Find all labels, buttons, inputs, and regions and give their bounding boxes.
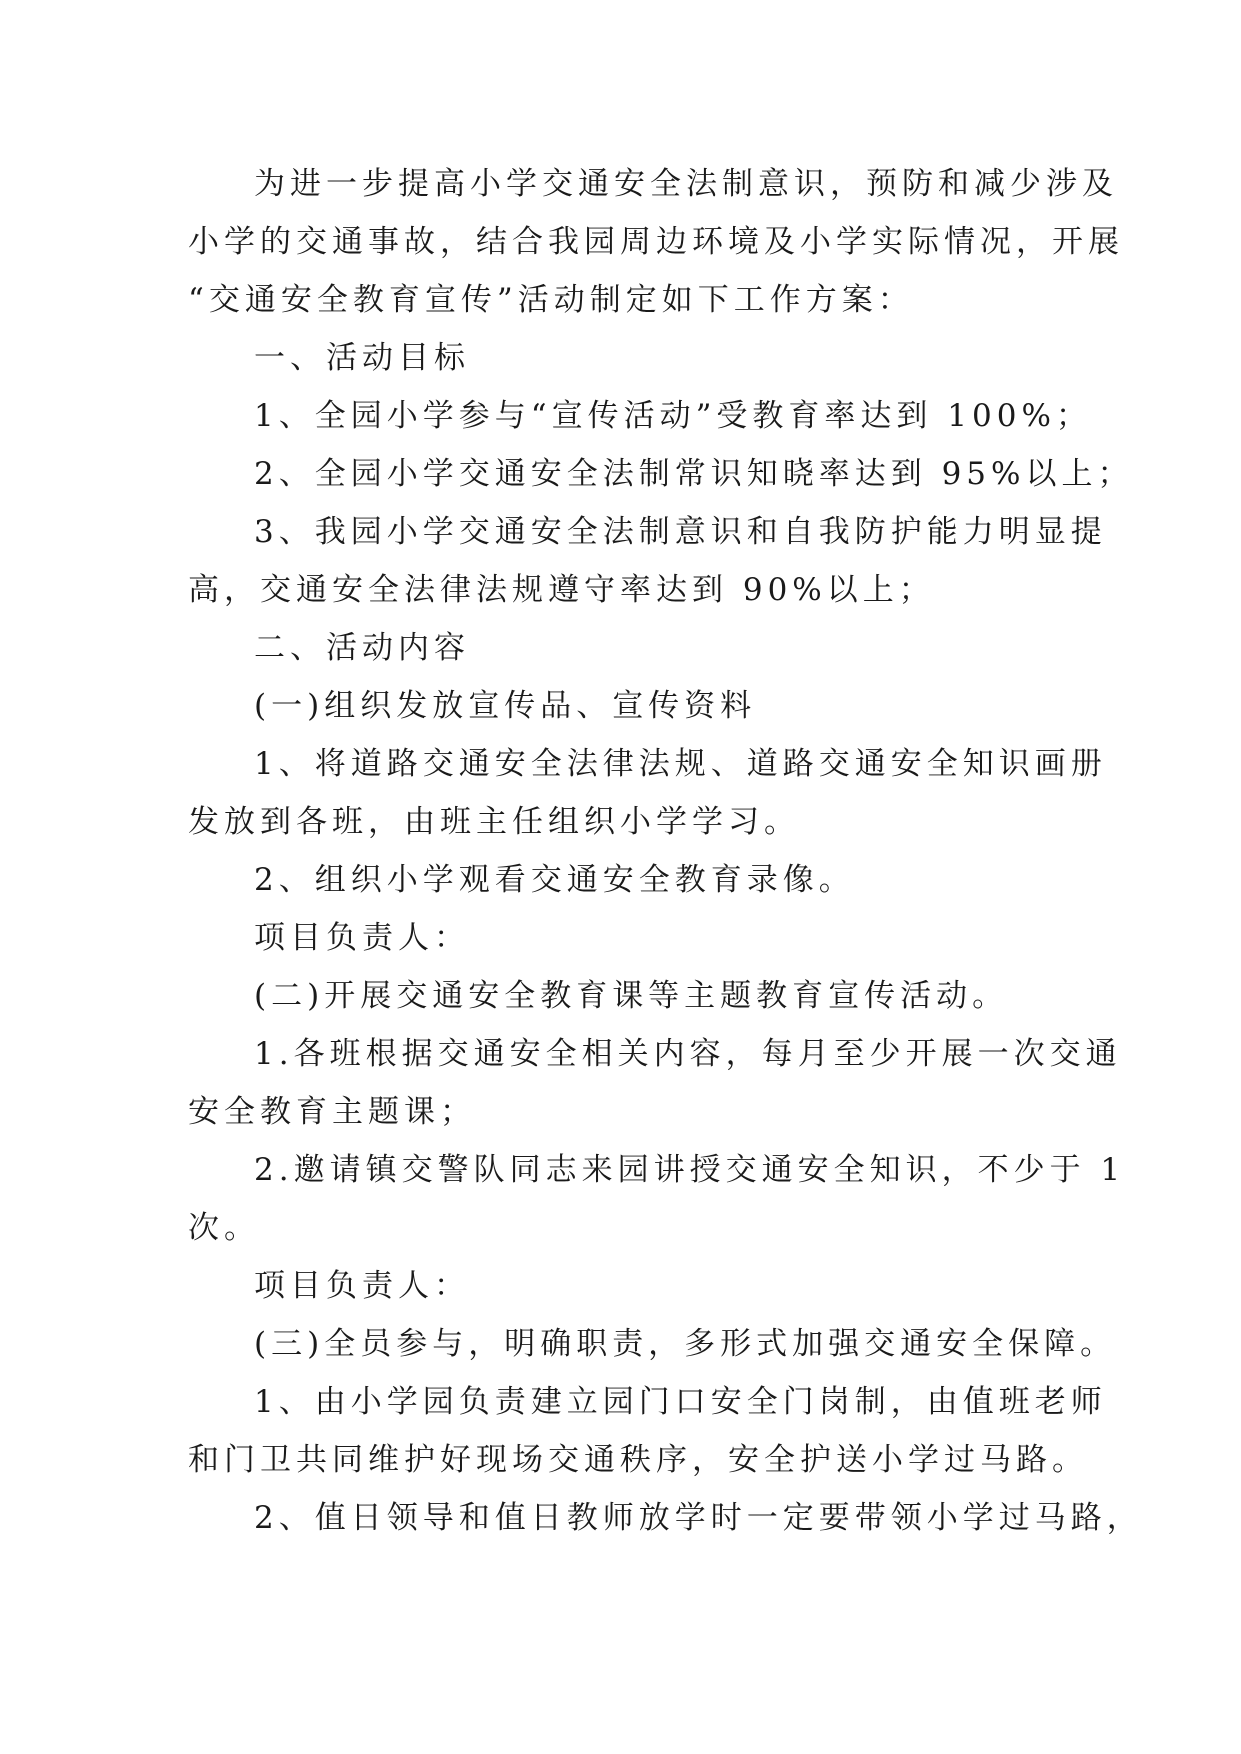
text-line: 次。 — [188, 1210, 260, 1246]
text-line: 2、组织小学观看交通安全教育录像。 — [254, 862, 855, 898]
text-line: 1.各班根据交通安全相关内容，每月至少开展一次交通 — [254, 1036, 1122, 1072]
text-line: 和门卫共同维护好现场交通秩序，安全护送小学过马路。 — [188, 1442, 1088, 1478]
text-line: 2、值日领导和值日教师放学时一定要带领小学过马路， — [254, 1500, 1143, 1536]
document-body — [188, 155, 1143, 1547]
text-line: 1、全园小学参与“宣传活动”受教育率达到 100%； — [254, 398, 1092, 434]
text-line: 高，交通安全法律法规遵守率达到 90%以上； — [188, 572, 935, 608]
text-line: (二)开展交通安全教育课等主题教育宣传活动。 — [254, 978, 1009, 1014]
text-line: 安全教育主题课； — [188, 1094, 476, 1130]
text-line: 项目负责人： — [254, 920, 470, 956]
text-line: 发放到各班，由班主任组织小学学习。 — [188, 804, 800, 840]
text-line: 小学的交通事故，结合我园周边环境及小学实际情况，开展 — [188, 224, 1124, 260]
text-line: 1、由小学园负责建立园门口安全门岗制，由值班老师 — [254, 1384, 1107, 1420]
text-line: (一)组织发放宣传品、宣传资料 — [254, 688, 757, 724]
text-line: 3、我园小学交通安全法制意识和自我防护能力明显提 — [254, 514, 1107, 550]
text-line: 一、活动目标 — [254, 340, 470, 376]
text-line: 2、全园小学交通安全法制常识知晓率达到 95%以上； — [254, 456, 1134, 492]
text-line: 二、活动内容 — [254, 630, 470, 666]
text-line: 为进一步提高小学交通安全法制意识，预防和减少涉及 — [254, 166, 1118, 202]
text-line: 1、将道路交通安全法律法规、道路交通安全知识画册 — [254, 746, 1107, 782]
text-line: 项目负责人： — [254, 1268, 470, 1304]
text-line: 2.邀请镇交警队同志来园讲授交通安全知识，不少于 1 — [254, 1152, 1126, 1188]
text-line: “交通安全教育宣传”活动制定如下工作方案： — [188, 282, 914, 318]
text-line: (三)全员参与，明确职责，多形式加强交通安全保障。 — [254, 1326, 1117, 1362]
